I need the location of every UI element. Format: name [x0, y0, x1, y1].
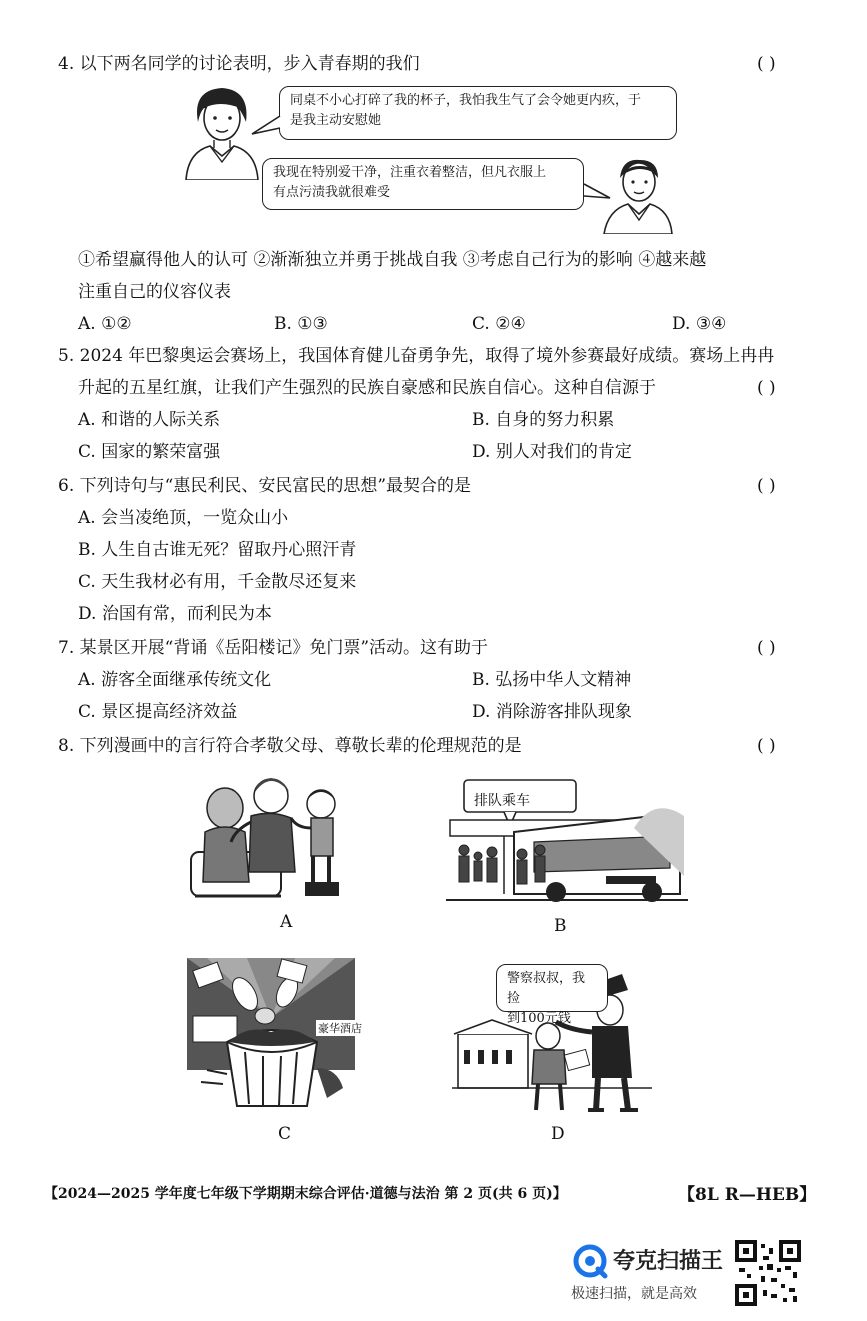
comic-c-caption: C: [278, 1124, 292, 1144]
q6-option-d: D. 治国有常，而利民为本: [78, 604, 272, 624]
girl-bubble-tail: [250, 114, 282, 138]
q6-option-b: B. 人生自古谁无死？留取丹心照汗青: [78, 540, 357, 560]
watermark-slogan: 极速扫描，就是高效: [571, 1286, 697, 1302]
comic-c-label-hotel: 豪华酒店: [318, 1022, 362, 1035]
girl-speech-line-1: 同桌不小心打碎了我的杯子，我怕我生气了会令她更内疚，于: [290, 93, 642, 108]
qr-code-icon: [735, 1240, 801, 1306]
comic-b-sign: 排队乘车: [474, 793, 530, 809]
comic-a-illustration: [185, 772, 355, 902]
comic-d-speech-bubble: [496, 964, 608, 1026]
footer-title: 【2024—2025 学年度七年级下学期期末综合评估·道德与法治 第 2 页(共 6 页)】: [44, 1186, 567, 1202]
q4-option-b: B. ①③: [274, 314, 328, 334]
q6-paren: ( ): [757, 476, 776, 496]
girl-speech-line-2: 是我主动安慰她: [290, 113, 382, 128]
q5-stem-line-1: 5. 2024 年巴黎奥运会赛场上，我国体育健儿奋勇争先，取得了境外参赛最好成绩。赛场上冉冉: [58, 346, 775, 366]
q7-option-b: B. 弘扬中华人文精神: [472, 670, 632, 690]
comic-c-illustration: [187, 958, 355, 1118]
q5-option-a: A. 和谐的人际关系: [78, 410, 221, 430]
boy-speech-line-1: 我现在特别爱干净，注重衣着整洁，但凡衣服上: [273, 165, 547, 180]
q8-stem: 8. 下列漫画中的言行符合孝敬父母、尊敬长辈的伦理规范的是: [58, 736, 522, 756]
quark-logo-icon: [572, 1243, 608, 1279]
boy-speech-line-2: 有点污渍我就很难受: [273, 185, 391, 200]
boy-speech-bubble: [262, 158, 584, 210]
q5-option-d: D. 别人对我们的肯定: [472, 442, 632, 462]
q4-stem: 4. 以下两名同学的讨论表明，步入青春期的我们: [58, 54, 420, 74]
q8-paren: ( ): [757, 736, 776, 756]
q4-option-c: C. ②④: [472, 314, 526, 334]
girl-speech-bubble: [279, 86, 677, 140]
q4-statements-line-2: 注重自己的仪容仪表: [78, 282, 231, 302]
q4-paren: ( ): [757, 54, 776, 74]
watermark-name: 夸克扫描王: [613, 1249, 724, 1274]
q5-paren: ( ): [757, 378, 776, 398]
comic-b-caption: B: [554, 916, 567, 936]
comic-d-speech-line-1: 警察叔叔，我捡: [507, 971, 586, 1006]
q4-option-a: A. ①②: [78, 314, 132, 334]
q7-paren: ( ): [757, 638, 776, 658]
boy-illustration: [600, 156, 676, 234]
q4-statements-line-1: ①希望赢得他人的认可 ②渐渐独立并勇于挑战自我 ③考虑自己行为的影响 ④越来越: [78, 250, 707, 270]
comic-d-speech-line-2: 到100元钱: [507, 1011, 571, 1026]
comic-a-caption: A: [280, 912, 293, 932]
q7-option-c: C. 景区提高经济效益: [78, 702, 238, 722]
q7-option-d: D. 消除游客排队现象: [472, 702, 632, 722]
q7-stem: 7. 某景区开展“背诵《岳阳楼记》免门票”活动。这有助于: [58, 638, 489, 658]
q6-option-a: A. 会当凌绝顶，一览众山小: [78, 508, 289, 528]
q4-option-d: D. ③④: [672, 314, 727, 334]
q5-stem-line-2: 升起的五星红旗，让我们产生强烈的民族自豪感和民族自信心。这种自信源于: [78, 378, 656, 398]
footer-code: 【8L R—HEB】: [678, 1185, 817, 1205]
q6-option-c: C. 天生我材必有用，千金散尽还复来: [78, 572, 357, 592]
q5-option-b: B. 自身的努力积累: [472, 410, 615, 430]
q6-stem: 6. 下列诗句与“惠民利民、安民富民的思想”最契合的是: [58, 476, 472, 496]
q5-option-c: C. 国家的繁荣富强: [78, 442, 221, 462]
comic-d-caption: D: [551, 1124, 565, 1144]
q7-option-a: A. 游客全面继承传统文化: [78, 670, 272, 690]
